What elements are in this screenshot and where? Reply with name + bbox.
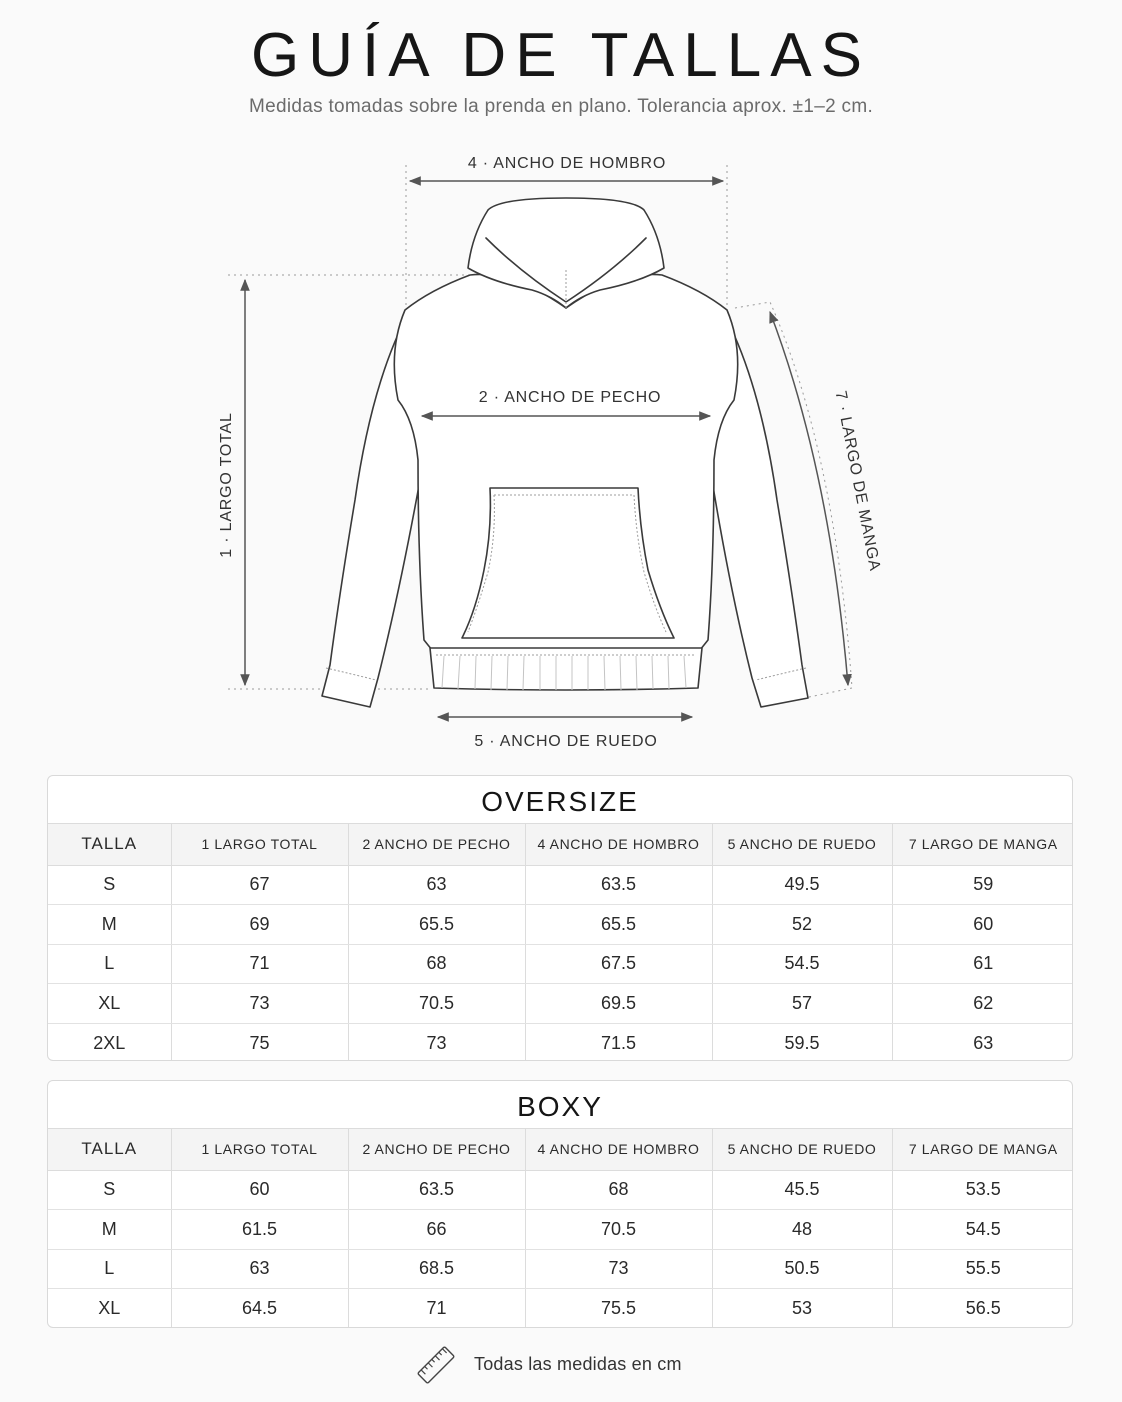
- table-cell: 60: [892, 905, 1073, 945]
- table-cell: 54.5: [712, 944, 892, 984]
- header-cell: 5 ANCHO DE RUEDO: [712, 1129, 892, 1170]
- table-cell: 73: [348, 1023, 525, 1061]
- boxy-size-table: [47, 1080, 1073, 1328]
- hoodie-measurement-diagram: [0, 140, 1122, 760]
- table-cell: 63: [973, 1032, 994, 1053]
- table-row: [48, 984, 1073, 1024]
- header-cell: 4 ANCHO DE HOMBRO: [525, 824, 712, 865]
- table-cell: 57: [712, 984, 892, 1024]
- table-cell: 66: [348, 1210, 525, 1250]
- size-cell: XL: [48, 984, 171, 1024]
- table-cell: 73: [525, 1249, 712, 1289]
- table-cell: 73: [171, 984, 348, 1024]
- table-cell: 61.5: [171, 1210, 348, 1250]
- table-cell: 65.5: [348, 905, 525, 945]
- oversize-size-table: [47, 775, 1073, 1061]
- table-cell: 70.5: [348, 984, 525, 1024]
- table-cell: 59: [892, 865, 1073, 905]
- units-note: [0, 1345, 1122, 1385]
- table-header-row: [48, 1129, 1073, 1170]
- table-cell: 71: [348, 1289, 525, 1329]
- table-cell: 62: [892, 984, 1073, 1024]
- table-cell: 68: [348, 944, 525, 984]
- header-cell: 7 LARGO DE MANGA: [892, 1129, 1073, 1170]
- hoodie-outline: [322, 198, 808, 707]
- table-cell: 50.5: [712, 1249, 892, 1289]
- page-subtitle: Medidas tomadas sobre la prenda en plano. Tolerancia aprox. ±1–2 cm.: [248, 96, 874, 117]
- table-cell: 48: [712, 1210, 892, 1250]
- size-cell: L: [48, 944, 171, 984]
- table-cell: 75.5: [525, 1289, 712, 1329]
- shoulder-width-label: 4 · ANCHO DE HOMBRO: [467, 155, 667, 172]
- header-cell: 1 LARGO TOTAL: [171, 1129, 348, 1170]
- size-cell: XL: [48, 1289, 171, 1329]
- table-cell: 70.5: [525, 1210, 712, 1250]
- table-row: [48, 1170, 1073, 1210]
- hem-width-label: 5 · ANCHO DE RUEDO: [474, 733, 658, 750]
- header-cell: 7 LARGO DE MANGA: [892, 824, 1073, 865]
- table-row: [48, 1023, 1073, 1061]
- header-cell: 5 ANCHO DE RUEDO: [712, 824, 892, 865]
- table-cell: 69: [171, 905, 348, 945]
- table-cell: 52: [712, 905, 892, 945]
- header-cell: 2 ANCHO DE PECHO: [348, 824, 525, 865]
- size-cell: S: [48, 865, 171, 905]
- total-length-label: 1 · LARGO TOTAL: [218, 412, 235, 558]
- table-row: [48, 1289, 1073, 1329]
- table-title: BOXY: [48, 1081, 1072, 1129]
- table-cell: 53.5: [892, 1170, 1073, 1210]
- table-row: [48, 1249, 1073, 1289]
- table-title: OVERSIZE: [48, 776, 1072, 824]
- units-note-text: Todas las medidas en cm: [474, 1354, 682, 1374]
- table-cell: 56.5: [965, 1298, 1001, 1318]
- table-cell: 65.5: [525, 905, 712, 945]
- size-cell: M: [48, 1210, 171, 1250]
- table-cell: 60: [171, 1170, 348, 1210]
- table-cell: 68.5: [348, 1249, 525, 1289]
- table-cell: 63.5: [348, 1170, 525, 1210]
- page-title: GUÍA DE TALLAS: [251, 21, 871, 90]
- table-cell: 63.5: [525, 865, 712, 905]
- table-cell: 55.5: [892, 1249, 1073, 1289]
- header-cell: TALLA: [48, 1129, 171, 1170]
- size-cell: L: [48, 1249, 171, 1289]
- sleeve-length-label: 7 · LARGO DE MANGA: [831, 389, 884, 573]
- table-cell: 59.5: [712, 1023, 892, 1061]
- size-cell: M: [48, 905, 171, 945]
- table-cell: 71: [171, 944, 348, 984]
- table-cell: 49.5: [712, 865, 892, 905]
- table-cell: 68: [525, 1170, 712, 1210]
- header-cell: 4 ANCHO DE HOMBRO: [525, 1129, 712, 1170]
- table-cell: 64.5: [171, 1289, 348, 1329]
- table-cell: 63: [171, 1249, 348, 1289]
- size-cell: 2XL: [48, 1023, 171, 1061]
- table-cell: 61: [892, 944, 1073, 984]
- size-cell: S: [48, 1170, 171, 1210]
- table-cell: 67.5: [525, 944, 712, 984]
- table-header-row: [48, 824, 1073, 865]
- table-row: [48, 944, 1073, 984]
- table-row: [48, 905, 1073, 945]
- table-cell: 75: [171, 1023, 348, 1061]
- ruler-icon: [414, 1345, 458, 1385]
- table-row: [48, 865, 1073, 905]
- table-cell: 54.5: [892, 1210, 1073, 1250]
- header-cell: TALLA: [48, 824, 171, 865]
- table-cell: 69.5: [525, 984, 712, 1024]
- table-cell: 71.5: [525, 1023, 712, 1061]
- header-cell: 2 ANCHO DE PECHO: [348, 1129, 525, 1170]
- chest-width-label: 2 · ANCHO DE PECHO: [478, 389, 662, 406]
- table-cell: 53: [712, 1289, 892, 1329]
- table-cell: 67: [171, 865, 348, 905]
- table-row: [48, 1210, 1073, 1250]
- header-cell: 1 LARGO TOTAL: [171, 824, 348, 865]
- table-cell: 63: [348, 865, 525, 905]
- table-cell: 45.5: [712, 1170, 892, 1210]
